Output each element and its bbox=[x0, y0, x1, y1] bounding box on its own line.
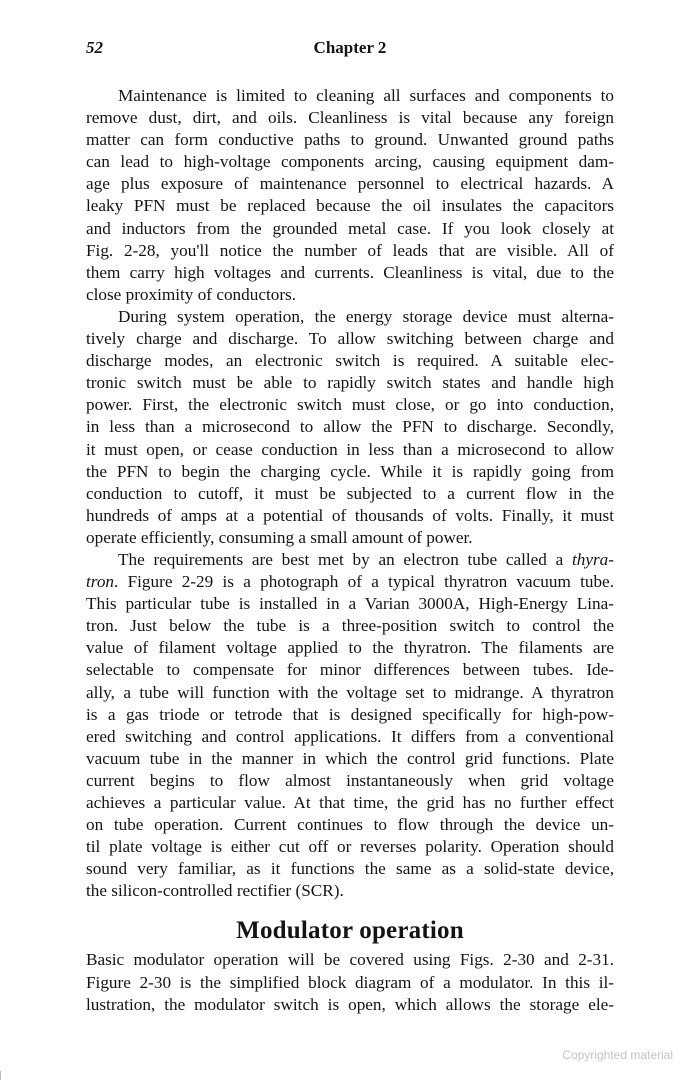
paragraph-thyratron bbox=[86, 549, 614, 903]
text-span: The requirements are best met by an electron tube called a bbox=[118, 549, 572, 569]
text-line: operate efficiently, consuming a small amount of power. bbox=[86, 527, 473, 547]
paragraph-system-operation bbox=[86, 306, 614, 549]
text-line: in less than a microsecond to allow the PFN to discharge. Secondly, bbox=[86, 417, 614, 437]
running-head bbox=[86, 38, 614, 62]
text-line: power. First, the electronic switch must close, or go into conduction, bbox=[86, 395, 614, 415]
text-line: til plate voltage is either cut off or reverses polarity. Operation should bbox=[86, 837, 614, 857]
text-line: the silicon-controlled rectifier (SCR). bbox=[86, 881, 344, 901]
text-line: close proximity of conductors. bbox=[86, 284, 297, 304]
text-line: ered switching and control applications. It differs from a conventional bbox=[86, 726, 614, 746]
chapter-title: Chapter 2 bbox=[313, 38, 387, 57]
text-line: conduction to cutoff, it must be subjected to a current flow in the bbox=[86, 483, 614, 503]
text-line: Figure 2-30 is the simplified block diagram of a modulator. In this il- bbox=[86, 972, 614, 992]
text-line: the PFN to begin the charging cycle. While it is rapidly going from bbox=[86, 461, 614, 481]
text-line: and inductors from the grounded metal case. If you look closely at bbox=[86, 218, 614, 238]
text-line bbox=[86, 571, 614, 593]
text-line: hundreds of amps at a potential of thousands of volts. Finally, it must bbox=[86, 505, 614, 525]
text-line: selectable to compensate for minor differences between tubes. Ide- bbox=[86, 660, 614, 680]
copyright-watermark: Copyrighted material bbox=[562, 1048, 673, 1062]
text-line: Fig. 2-28, you'll notice the number of leads that are visible. All of bbox=[86, 240, 614, 260]
text-line: tron. Just below the tube is a three-position switch to control the bbox=[86, 616, 614, 636]
text-line: discharge modes, an electronic switch is required. A suitable elec- bbox=[86, 351, 614, 371]
text-line: matter can form conductive paths to ground. Unwanted ground paths bbox=[86, 130, 614, 150]
text-span: . Figure 2-29 is a photograph of a typical thyratron vacuum tube. bbox=[114, 572, 614, 592]
page-number: 52 bbox=[86, 38, 103, 57]
text-line: Maintenance is limited to cleaning all surfaces and components to bbox=[118, 86, 614, 105]
text-line: tively charge and discharge. To allow switching between charge and bbox=[86, 329, 614, 349]
text-line: lustration, the modulator switch is open, which allows the storage ele- bbox=[86, 994, 614, 1014]
text-line: During system operation, the energy storage device must alterna- bbox=[118, 306, 614, 326]
term-thyratron: tron bbox=[86, 572, 115, 592]
text-line bbox=[86, 549, 614, 571]
text-line: value of filament voltage applied to the thyratron. The filaments are bbox=[86, 638, 614, 658]
text-line: sound very familiar, as it functions the same as a solid-state device, bbox=[86, 859, 614, 879]
term-thyratron: thyra- bbox=[571, 549, 614, 569]
text-line: current begins to flow almost instantaneously when grid voltage bbox=[86, 770, 614, 790]
body-text bbox=[86, 85, 614, 1016]
text-line: This particular tube is installed in a Varian 3000A, High-Energy Lina- bbox=[86, 594, 614, 614]
section-heading: Modulator operation bbox=[236, 917, 464, 945]
text-line: can lead to high-voltage components arcing, causing equipment dam- bbox=[86, 152, 614, 172]
text-line: Basic modulator operation will be covered using Figs. 2-30 and 2-31. bbox=[86, 950, 614, 970]
text-line: on tube operation. Current continues to flow through the device un- bbox=[86, 815, 614, 835]
text-line: ally, a tube will function with the voltage set to midrange. A thyratron bbox=[86, 682, 614, 702]
text-line: remove dust, dirt, and oils. Cleanliness is vital because any foreign bbox=[86, 108, 614, 128]
text-line: is a gas triode or tetrode that is designed specifically for high-pow- bbox=[86, 704, 614, 724]
paragraph-maintenance bbox=[86, 85, 614, 306]
text-line: leaky PFN must be replaced because the oil insulates the capacitors bbox=[86, 196, 614, 216]
paragraph-modulator-operation bbox=[86, 949, 614, 1015]
text-line: achieves a particular value. At that time, the grid has no further effect bbox=[86, 793, 614, 812]
text-line: them carry high voltages and currents. Cleanliness is vital, due to the bbox=[86, 262, 614, 282]
text-line: it must open, or cease conduction in less than a microsecond to allow bbox=[86, 439, 614, 459]
text-line: tronic switch must be able to rapidly switch states and handle high bbox=[86, 373, 614, 393]
text-line: vacuum tube in the manner in which the control grid functions. Plate bbox=[86, 748, 614, 768]
text-line: age plus exposure of maintenance personnel to electrical hazards. A bbox=[86, 174, 614, 194]
page-edge-mark bbox=[0, 1071, 1, 1080]
